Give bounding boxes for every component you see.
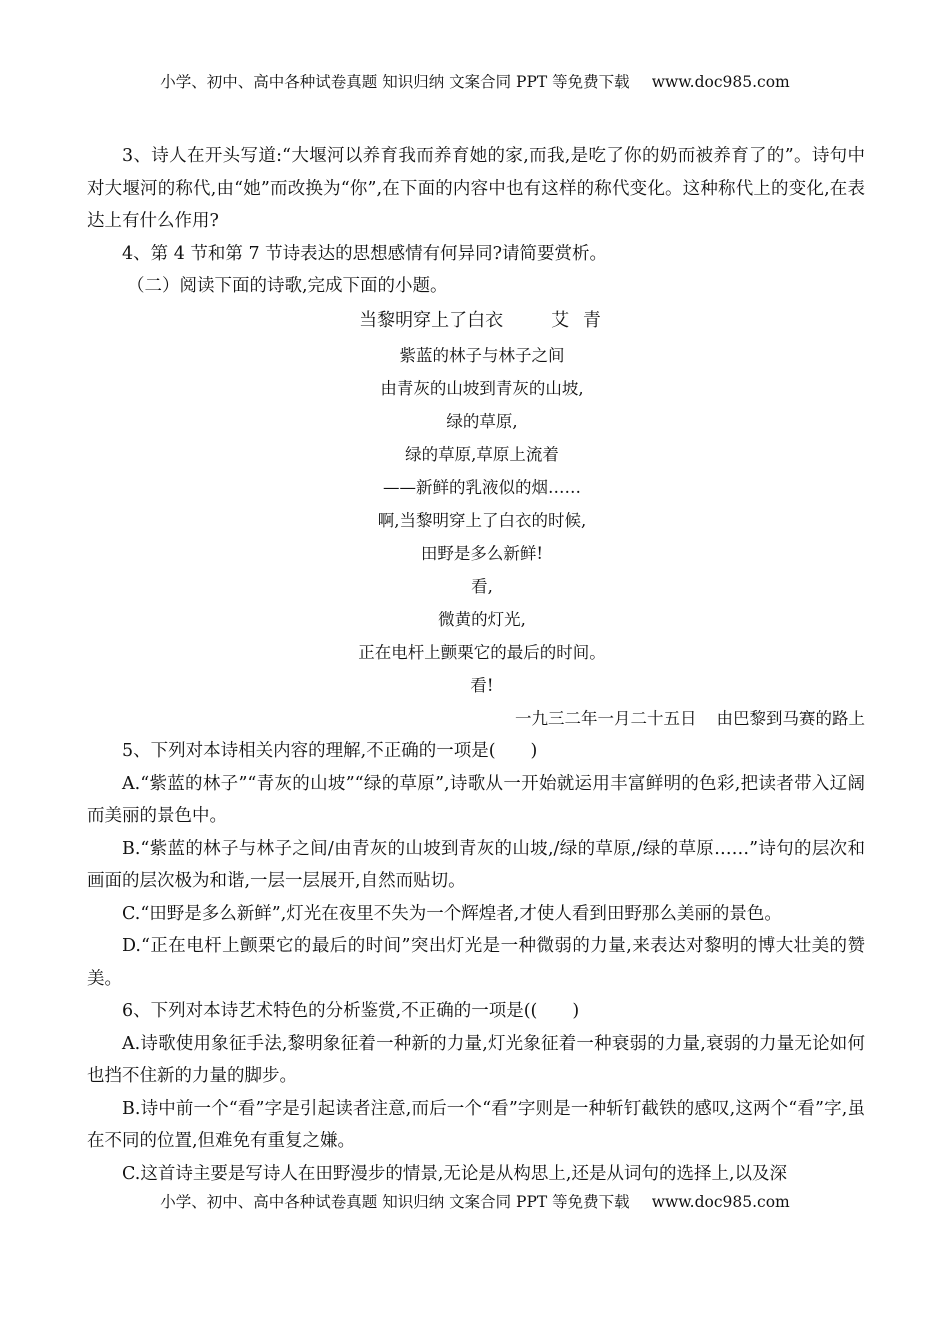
footer-text: 小学、初中、高中各种试卷真题 知识归纳 文案合同 PPT 等免费下载 [160, 1193, 630, 1211]
poem-line: 绿的草原,草原上流着 [405, 445, 559, 464]
question-6-option-c: C.这首诗主要是写诗人在田野漫步的情景,无论是从构思上,还是从词句的选择上,以及深 [122, 1163, 788, 1184]
question-3: 3、诗人在开头写道:“大堰河以养育我而养育她的家,而我,是吃了你的奶而被养育了的”。诗句中对大堰河的称代,由“她”而改换为“你”,在下面的内容中也有这样的称代变化。这种称代上的变化,在表达上有什么作用? [87, 146, 865, 231]
document-body [87, 140, 865, 1190]
poem-line: 绿的草原, [446, 412, 518, 431]
header-text: 小学、初中、高中各种试卷真题 知识归纳 文案合同 PPT 等免费下载 [160, 73, 630, 91]
poem-line: 正在电杆上颤栗它的最后的时间。 [358, 643, 606, 662]
header-url[interactable]: www.doc985.com [651, 73, 790, 91]
question-6-option-a: A.诗歌使用象征手法,黎明象征着一种新的力量,灯光象征着一种衰弱的力量,衰弱的力量无论如何也挡不住新的力量的脚步。 [87, 1033, 865, 1086]
poem-line: 看! [470, 676, 494, 695]
poem-line: 看, [471, 577, 493, 596]
section-2-heading: （二）阅读下面的诗歌,完成下面的小题。 [127, 276, 448, 296]
poem-title-line [87, 305, 865, 338]
poem-route: 由巴黎到马赛的路上 [716, 709, 865, 728]
question-5-option-d: D.“正在电杆上颤栗它的最后的时间”突出灯光是一种微弱的力量,来表达对黎明的博大壮美的赞美。 [87, 936, 865, 989]
question-6-stem: 6、下列对本诗艺术特色的分析鉴赏,不正确的一项是(( ) [122, 1001, 580, 1021]
poem-line: 田野是多么新鲜! [420, 544, 544, 563]
poem-line: 紫蓝的林子与林子之间 [399, 346, 565, 365]
poem-date-line [87, 702, 865, 735]
poem-line: 啊,当黎明穿上了白衣的时候, [377, 511, 587, 530]
question-5-option-c: C.“田野是多么新鲜”,灯光在夜里不失为一个辉煌者,才使人看到田野那么美丽的景色。 [122, 903, 782, 924]
question-5-stem: 5、下列对本诗相关内容的理解,不正确的一项是( ) [122, 741, 538, 761]
poem-line: ——新鲜的乳液似的烟…… [383, 478, 581, 497]
page-header [0, 70, 950, 92]
question-4: 4、第 4 节和第 7 节诗表达的思想感情有何异同?请简要赏析。 [122, 243, 608, 264]
question-6-option-b: B.诗中前一个“看”字是引起读者注意,而后一个“看”字则是一种斩钉截铁的感叹,这两个“看”字,虽在不同的位置,但难免有重复之嫌。 [87, 1098, 865, 1151]
poem-line: 由青灰的山坡到青灰的山坡, [380, 379, 584, 398]
footer-url[interactable]: www.doc985.com [651, 1193, 790, 1211]
question-5-option-b: B.“紫蓝的林子与林子之间/由青灰的山坡到青灰的山坡,/绿的草原,/绿的草原……”诗句的层次和画面的层次极为和谐,一层一层展开,自然而贴切。 [87, 838, 865, 891]
poem-line: 微黄的灯光, [438, 610, 526, 629]
poem-body [87, 339, 865, 702]
page-footer [0, 1190, 950, 1212]
poem-title: 当黎明穿上了白衣 [359, 309, 504, 331]
question-5-option-a: A.“紫蓝的林子”“青灰的山坡”“绿的草原”,诗歌从一开始就运用丰富鲜明的色彩,把读者带入辽阔而美丽的景色中。 [87, 773, 865, 826]
poem-date: 一九三二年一月二十五日 [515, 709, 697, 728]
poem-author: 艾 青 [551, 309, 605, 331]
